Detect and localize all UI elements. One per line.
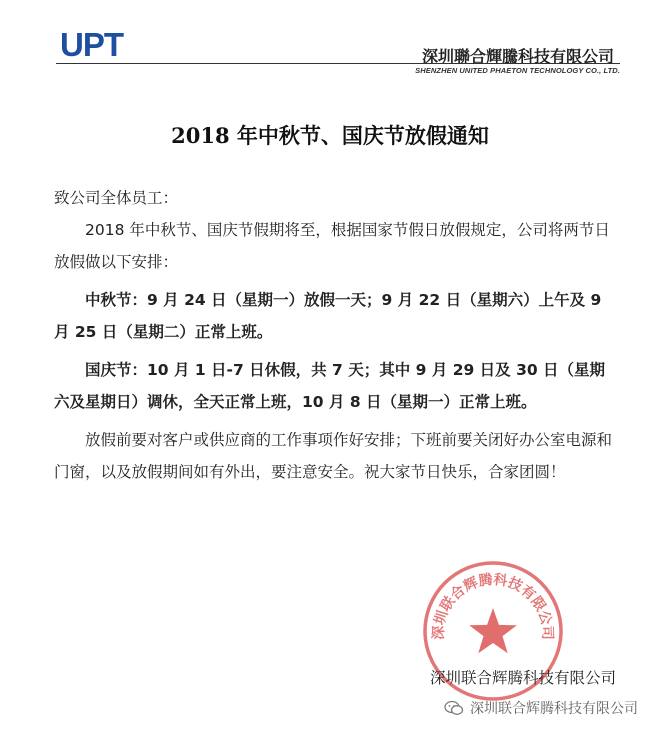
header-divider — [56, 63, 620, 64]
header-company-name-cn: 深圳聯合輝騰科技有限公司 — [421, 47, 614, 66]
intro-text: 2018 年中秋节、国庆节假期将至，根据国家节假日放假规定，公司将两节日放假做以下安排： — [54, 221, 610, 271]
wechat-icon — [444, 700, 464, 716]
closing-paragraph — [54, 424, 620, 488]
mid-autumn-text: 中秋节：9 月 24 日（星期一）放假一天；9 月 22 日（星期六）上午及 9 月 25 日（星期二）正常上班。 — [54, 291, 602, 341]
company-logo — [60, 28, 123, 62]
logo-text: UPT — [60, 26, 123, 63]
wechat-watermark — [444, 698, 638, 718]
mid-autumn-paragraph — [54, 284, 620, 348]
intro-paragraph — [54, 214, 620, 278]
header-company-name-en: SHENZHEN UNITED PHAETON TECHNOLOGY CO., LTD. — [415, 66, 620, 75]
closing-text: 放假前要对客户或供应商的工作事项作好安排；下班前要关闭好办公室电源和门窗，以及放假期间如有外出，要注意安全。祝大家节日快乐，合家团圆！ — [54, 431, 613, 481]
signature-company: 深圳联合辉腾科技有限公司 — [429, 669, 616, 687]
notice-title: 2018 年中秋节、国庆节放假通知 — [171, 123, 489, 148]
watermark-text: 深圳联合辉腾科技有限公司 — [470, 701, 638, 717]
seal-star-icon — [469, 608, 517, 653]
seal-text: 深圳联合辉腾科技有限公司 — [430, 571, 556, 640]
national-day-text: 国庆节：10 月 1 日-7 日休假，共 7 天；其中 9 月 29 日及 30 日（星期六及星期日）调休，全天正常上班，10 月 8 日（星期一）正常上班。 — [54, 361, 606, 411]
greeting: 致公司全体员工： — [54, 189, 179, 207]
national-day-paragraph — [54, 354, 620, 418]
